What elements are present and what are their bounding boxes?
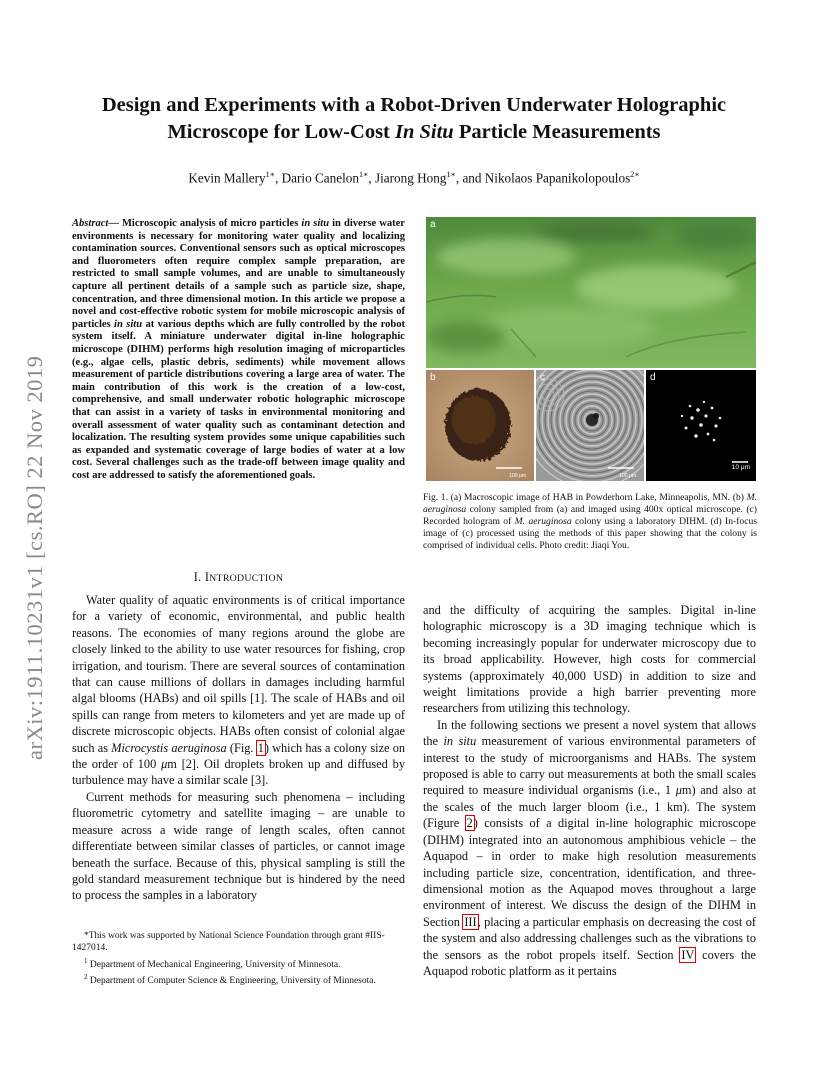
paper-title	[60, 92, 768, 146]
abstract: Abstract— Microscopic analysis of micro particles in situ in diverse water environments is necessary for monitoring water quality and localizing contamination sources. Conventional sensors such as optical microscopes and fluorometers often require complex sample preparation, are restricted to small sample volumes, and are unable to simultaneously capture all pertinent details of a sample such as particle size, shape, concentration, and three dimensional motion. In this article we propose a novel and cost-effective robotic system for mobile microscopic analysis of particles in situ at various depths which are fully controlled by the robot system itself. A miniature underwater digital in-line holographic microscope (DIHM) performs high resolution imaging of microparticles (e.g., algae cells, plastic debris, sediments) while movement allows measurement of particle distributions covering a large area of water. The main contribution of this work is the creation of a low-cost, comprehensive, and small underwater robotic holographic microscope that can assist in a variety of tasks in environmental monitoring and overall assessment of water quality such as contaminant detection and localization. The resulting system provides some unique capabilities such as expanded and systematic coverage of large bodies of water at a low cost. Several challenges such as the trade-off between image quality and cost are addressed to satisfy the aforementioned goals.	[72, 218, 406, 481]
section-link[interactable]: IV	[681, 947, 695, 962]
panel-b-microscope-image	[426, 370, 534, 481]
footnote-affiliation-1: $^1$ Department of Mechanical Engineering, University of Minnesota.	[84, 956, 341, 970]
paragraph: Current methods for measuring such phenomena – including fluorometric cytometry and satellite imaging – are unable to measure across a wide range of length scales, often cannot differentiate between similar classes of particles, or cannot image beneath the surface. Because of this, physical sampling is still the gold standard measurement technique but is hindered by the need to process the samples in a laboratory	[72, 789, 405, 903]
abstract-label: Abstract	[72, 218, 109, 229]
figure-link[interactable]: 2	[466, 816, 473, 831]
scale-bar-label-b: 100 μm	[509, 473, 526, 479]
title-line-2: Microscope for Low-Cost In Situ Particle Measurements	[167, 121, 661, 143]
section-heading-introduction: I. INTRODUCTION	[193, 570, 284, 584]
panel-label-d: d	[650, 372, 656, 383]
body-left-column	[72, 592, 405, 904]
title-line-1: Design and Experiments with a Robot-Driven Underwater Holographic	[101, 94, 727, 116]
panel-label-a: a	[430, 219, 436, 230]
paragraph: Water quality of aquatic environments is of critical importance for a variety of economic, environmental, and public health reasons. The economies of many regions around the globe are closely linked to the ability to use water resources for fishing, crop irrigation, and tourism. There are several sources of contamination that can cause millions of dollars in damages including harmful algal blooms (HABs) and oil spills [1]. The scale of HABs and oil spills can range from meters to kilometers and yet are made up of discrete microscopic objects. HABs often consist of colonial algae such as Microcystis aeruginosa (Fig. 1) which has a colony size on the order of 100 μm [2]. Oil droplets broken up and diffused by turbulence may have a similar scale [3].	[72, 593, 405, 788]
panel-a-lake-photo	[426, 217, 756, 368]
paragraph: and the difficulty of acquiring the samples. Digital in-line holographic microscopy is a 3D imaging technique which is becoming increasingly popular for underwater microscopy due to its broad applicability. However, high costs for commercial systems (approximately 40,000 USD) in addition to size and weight limitations provide a high barrier preventing more researchers from utilizing this technology.	[423, 603, 756, 716]
panel-d-focused-cells	[646, 370, 756, 481]
figure-1	[426, 217, 756, 482]
footnotes	[72, 930, 405, 988]
panel-label-c: c	[540, 372, 545, 383]
section-link[interactable]: III	[464, 914, 477, 929]
figure-link[interactable]: 1	[257, 740, 264, 755]
author-list: Kevin Mallery$^{1∗}$, Dario Canelon$^{1∗}$, Jiarong Hong$^{1∗}$, and Nikolaos Papanikolopoulos$^{2∗}$	[188, 170, 640, 186]
panel-c-hologram	[536, 370, 644, 481]
footnote-funding: *This work was supported by National Science Foundation through grant #IIS-1427014.	[72, 931, 385, 954]
scale-bar-label-d: 10 μm	[731, 464, 750, 471]
figure-1-caption: Fig. 1. (a) Macroscopic image of HAB in Powderhorn Lake, Minneapolis, MN. (b) M. aeruginosa colony sampled from (a) and imaged using 400x optical microscope. (c) Recorded hologram of M. aeruginosa colony using a laboratory DIHM. (d) In-focus image of (c) processed using the methods of this paper showing that the colony is comprised of individual cells. Photo credit: Jiaqi You.	[423, 492, 758, 552]
paragraph: In the following sections we present a novel system that allows the in situ measurement of various environmental parameters of interest to the study of microorganisms and HABs. The system proposed is able to carry out measurements at both the small scales required to measure individual organisms (i.e., 1 μm) and also at the scales of the much larger bloom (i.e., 1 km). The system (Figure 2) consists of a digital in-line holographic microscope (DIHM) integrated into an autonomous amphibious vehicle – the Aquapod – in order to make high resolution measurements including particle size, concentration, identification, and three-dimensional motion as the Aquapod moves throughout a large environment of interest. We discuss the design of the DIHM in Section III, placing a particular emphasis on decreasing the cost of the system and also addressing challenges such as the vibrations to the sensors as the robot propels itself. Section IV covers the Aquapod robotic platform as it pertains	[423, 717, 756, 978]
arxiv-identifier-stamp: arXiv:1911.10231v1 [cs.RO] 22 Nov 2019	[22, 355, 47, 760]
scale-bar-label-c: 100 μm	[619, 473, 636, 479]
footnote-affiliation-2: $^2$ Department of Computer Science & Engineering, University of Minnesota.	[84, 973, 376, 987]
panel-label-b: b	[430, 372, 436, 383]
body-right-column	[423, 602, 756, 979]
